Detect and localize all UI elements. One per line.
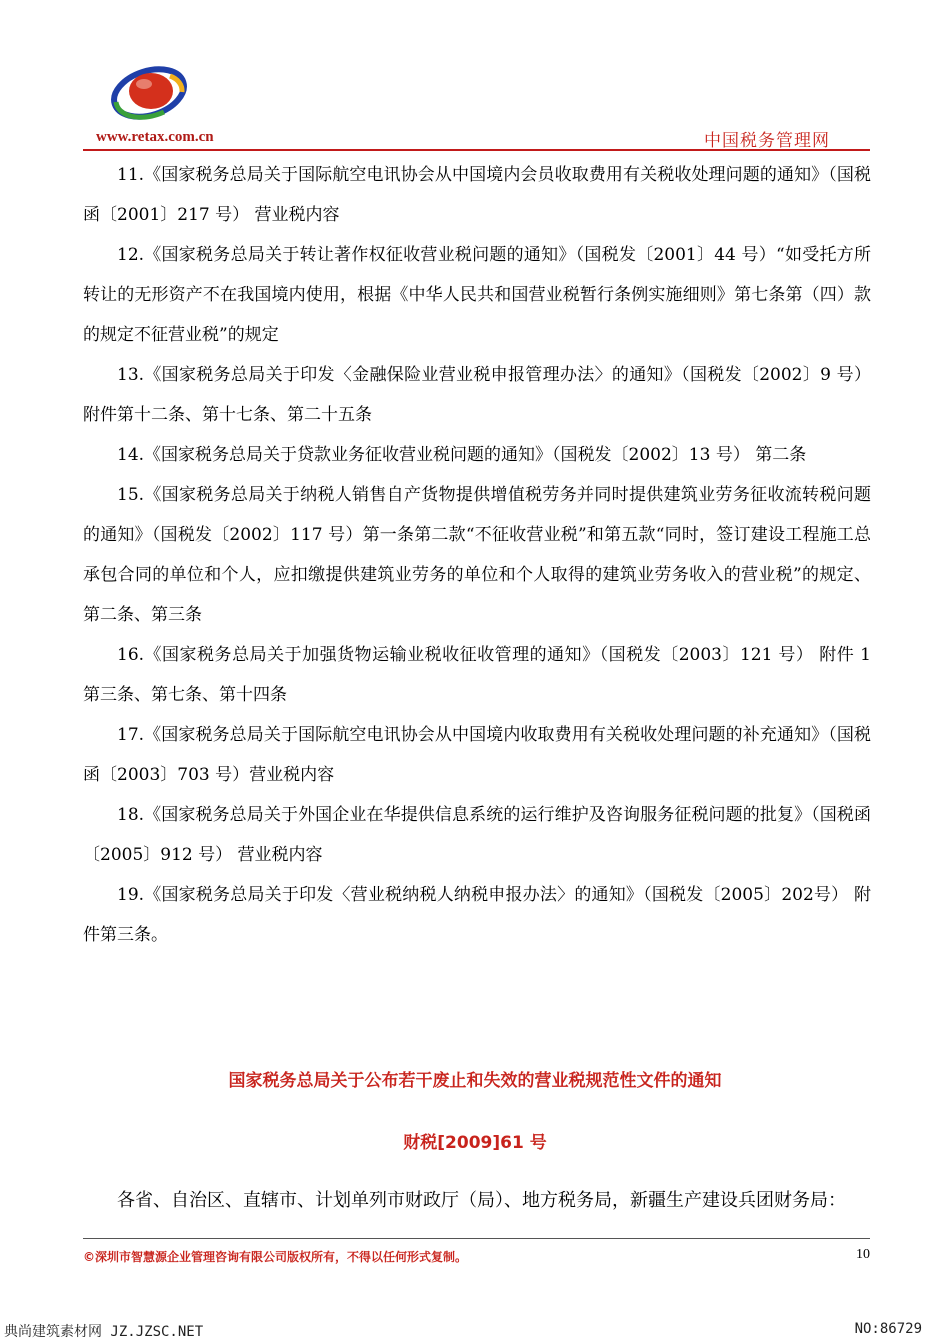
list-item: 12.《国家税务总局关于转让著作权征收营业税问题的通知》（国税发〔2001〕44 号）“如受托方所转让的无形资产不在我国境内使用，根据《中华人民共和国营业税暂行条例实施细则》第七条第（四）款的规定不征营业税”的规定: [83, 245, 871, 345]
watermark-number: NO:86729: [854, 1321, 922, 1337]
list-item: 15.《国家税务总局关于纳税人销售自产货物提供增值税劳务并同时提供建筑业劳务征收流转税问题的通知》（国税发〔2002〕117 号）第一条第二款“不征收营业税”和第五款“同时，签订建设工程施工总承包合同的单位和个人，应扣缴提供建筑业劳务的单位和个人取得的建筑业劳务收入的营业税”的规定、第二条、第三条: [83, 485, 871, 625]
list-item: 18.《国家税务总局关于外国企业在华提供信息系统的运行维护及咨询服务征税问题的批复》（国税函〔2005〕912 号） 营业税内容: [83, 805, 871, 865]
notice-addressee: 各省、自治区、直辖市、计划单列市财政厅（局）、地方税务局，新疆生产建设兵团财务局：: [117, 1190, 846, 1211]
retax-logo: [108, 62, 190, 124]
watermark-site: 典尚建筑素材网 JZ.JZSC.NET: [4, 1324, 204, 1340]
list-item: 13.《国家税务总局关于印发〈金融保险业营业税申报管理办法〉的通知》（国税发〔2002〕9 号） 附件第十二条、第十七条、第二十五条: [83, 365, 871, 425]
footer-divider: [83, 1238, 870, 1239]
list-item: 19.《国家税务总局关于印发〈营业税纳税人纳税申报办法〉的通知》（国税发〔2005〕202号） 附件第三条。: [83, 885, 871, 945]
list-item: 14.《国家税务总局关于贷款业务征收营业税问题的通知》（国税发〔2002〕13 号） 第二条: [117, 445, 807, 465]
header-divider: [83, 149, 870, 151]
list-item: 16.《国家税务总局关于加强货物运输业税收征收管理的通知》（国税发〔2003〕121 号） 附件 1 第三条、第七条、第十四条: [83, 645, 871, 705]
list-item: 17.《国家税务总局关于国际航空电讯协会从中国境内收取费用有关税收处理问题的补充通知》（国税函〔2003〕703 号）营业税内容: [83, 725, 871, 785]
notice-title: 国家税务总局关于公布若干废止和失效的营业税规范性文件的通知: [228, 1071, 722, 1091]
page-number: 10: [856, 1247, 870, 1262]
site-name: 中国税务管理网: [704, 131, 830, 151]
site-url: www.retax.com.cn: [96, 129, 214, 145]
notice-doc-number: 财税[2009]61 号: [403, 1133, 547, 1153]
regulation-list: [83, 155, 871, 955]
list-item: 11.《国家税务总局关于国际航空电讯协会从中国境内会员收取费用有关税收处理问题的通知》（国税函〔2001〕217 号） 营业税内容: [83, 165, 871, 225]
copyright-notice: ©深圳市智慧源企业管理咨询有限公司版权所有，不得以任何形式复制。: [83, 1250, 468, 1264]
